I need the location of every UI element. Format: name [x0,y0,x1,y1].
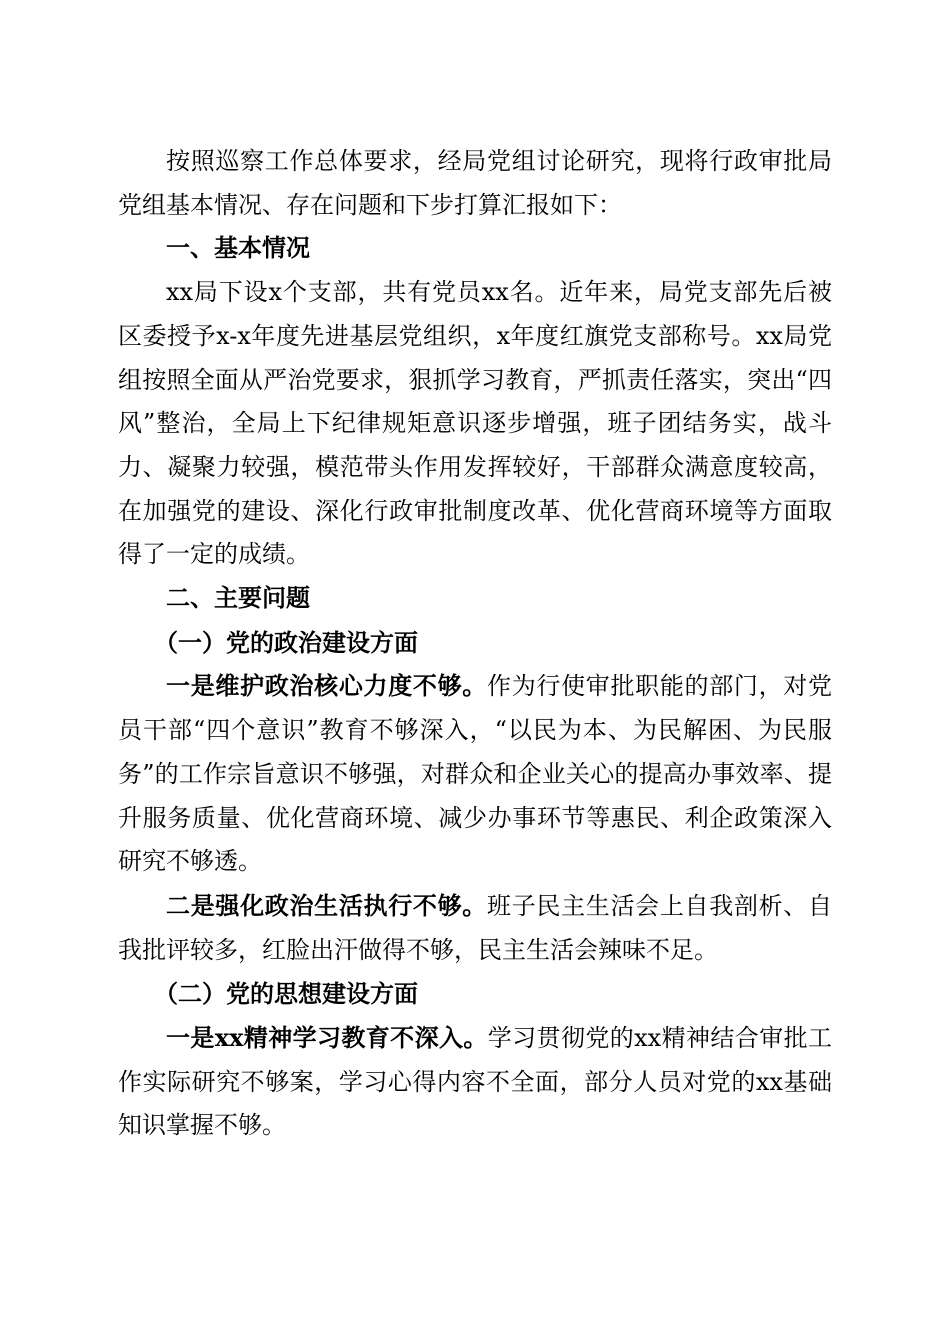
ideological-item-1-lead: 一是xx精神学习教育不深入。 [166,1023,488,1053]
section-heading-basic: 一、基本情况 [166,234,310,263]
subsection-heading-ideological: （二）党的思想建设方面 [154,979,418,1009]
political-item-1 [118,664,832,884]
ideological-item-1 [118,1016,832,1148]
ideological-item-1-body: 学习贯彻党的xx精神结合审批工作实际研究不够案，学习心得内容不全面，部分人员对党的xx基础知识掌握不够。 [118,1024,832,1140]
intro-paragraph: 按照巡察工作总体要求，经局党组讨论研究，现将行政审批局党组基本情况、存在问题和下步打算汇报如下： [118,147,832,219]
political-item-2 [118,884,832,972]
subsection-heading-political: （一）党的政治建设方面 [154,627,418,657]
political-item-2-body: 班子民主生活会上自我剖析、自我批评较多，红脸出汗做得不够，民主生活会辣味不足。 [118,891,832,964]
political-item-1-lead: 一是维护政治核心力度不够。 [166,671,487,701]
document-body [118,140,832,1148]
basic-situation-paragraph: xx局下设x个支部，共有党员xx名。近年来，局党支部先后被区委授予x-x年度先进基层党组织，x年度红旗党支部称号。xx局党组按照全面从严治党要求，狠抓学习教育，严抓责任落实，突出“四风”整治，全局上下纪律规矩意识逐步增强，班子团结务实，战斗力、凝聚力较强，模范带头作用发挥较好，干部群众满意度较高，在加强党的建设、深化行政审批制度改革、优化营商环境等方面取得了一定的成绩。 [118,278,832,569]
section-heading-problems: 二、主要问题 [166,584,310,613]
political-item-2-lead: 二是强化政治生活执行不够。 [166,890,487,920]
political-item-1-body: 作为行使审批职能的部门，对党员干部“四个意识”教育不够深入，“以民为本、为民解困、为民服务”的工作宗旨意识不够强，对群众和企业关心的提高办事效率、提升服务质量、优化营商环境、减少办事环节等惠民、利企政策深入研究不够透。 [118,672,832,876]
